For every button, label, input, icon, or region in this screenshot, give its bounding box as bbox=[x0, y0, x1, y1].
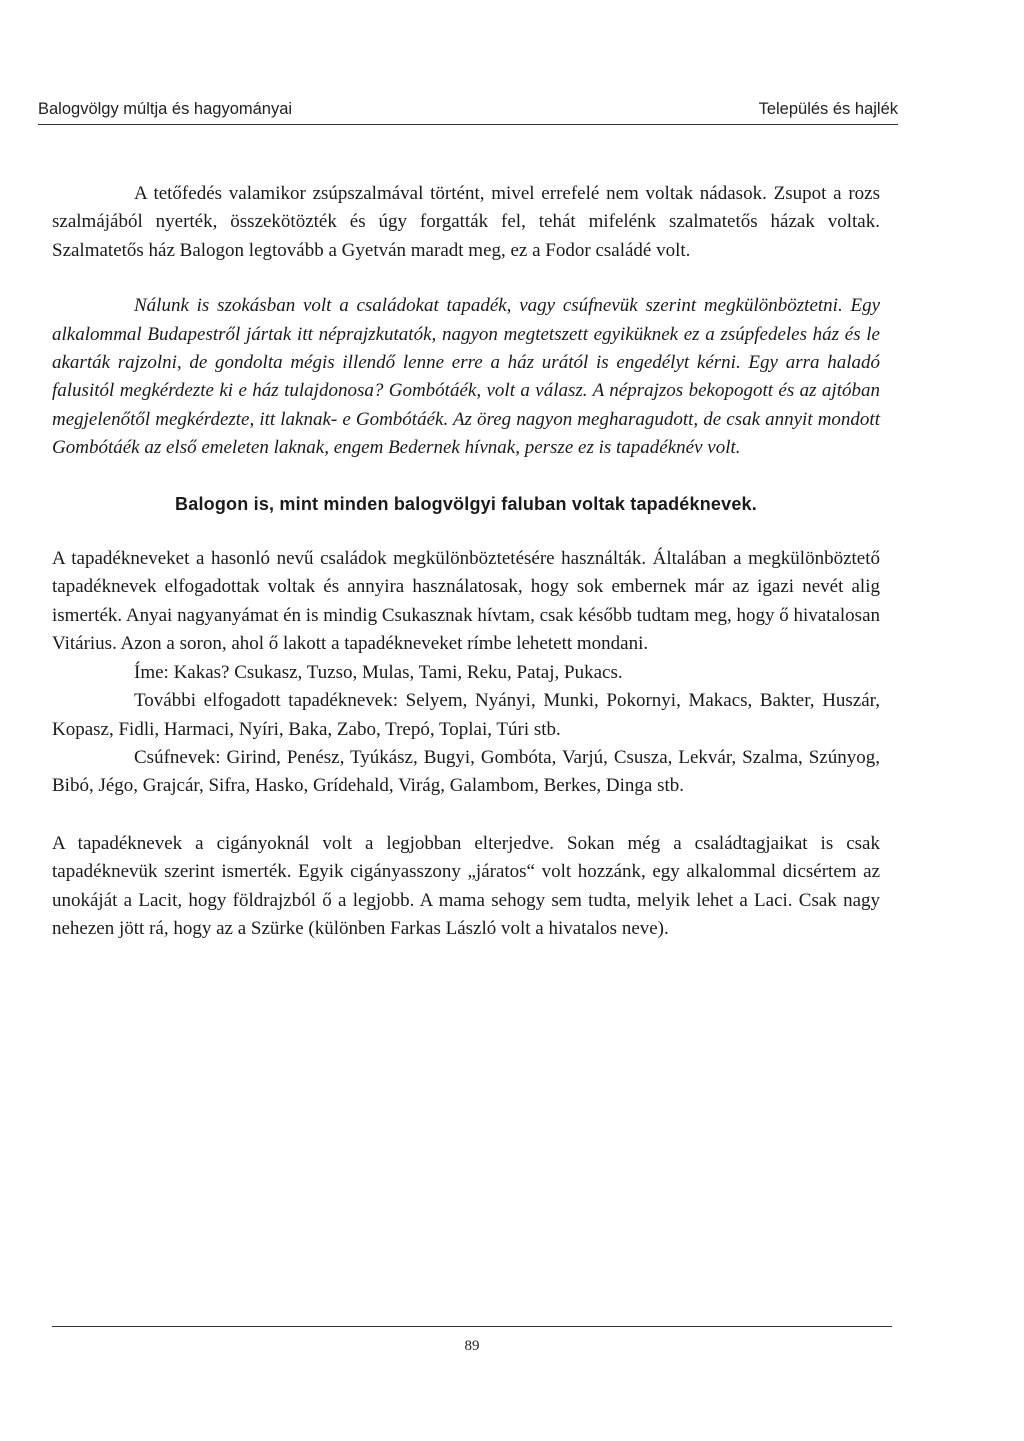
header-chapter-title: Település és hajlék bbox=[758, 100, 898, 118]
paragraph-mocking-names: Csúfnevek: Girind, Penész, Tyúkász, Bugyi, Gombóta, Varjú, Csusza, Lekvár, Szalma, Szúnyog, Bibó, Jégo, Grajcár, Sifra, Hasko, Grídehald, Virág, Galambom, Berkes, Dinga stb. bbox=[52, 746, 880, 797]
header-book-title: Balogvölgy múltja és hagyományai bbox=[38, 100, 293, 118]
paragraph-nicknames-usage: A tapadékneveket a hasonló nevű családok megkülönböztetésére használták. Általában a megkülönböztető tapadéknevek elfogadottak voltak és annyira használatosak, hogy sok embernek már az igazi nevét alig ismerték. Anyai nagyanyámat én is mindig Csukasznak hívtam, csak később tudtam meg, hogy ő hivatalosan Vitárius. Azon a soron, ahol ő lakott a tapadékneveket rímbe lehetett mondani. bbox=[52, 548, 880, 655]
page-body bbox=[52, 180, 880, 943]
paragraph-rhyme-list: Íme: Kakas? Csukasz, Tuzso, Mulas, Tami, Reku, Pataj, Pukacs. bbox=[134, 661, 623, 683]
header-divider bbox=[38, 124, 898, 125]
footer-divider bbox=[52, 1326, 892, 1327]
section-heading: Balogon is, mint minden balogvölgyi faluban voltak tapadéknevek. bbox=[175, 493, 757, 514]
paragraph-roma-nicknames: A tapadéknevek a cigányoknál volt a legjobban elterjedve. Sokan még a családtagjaikat is csak tapadéknevük szerint ismerték. Egyik cigányasszony „járatos“ volt hozzánk, egy alkalommal dicsértem az unokáját a Lacit, hogy földrajzból ő a legjobb. A mama sehogy sem tudta, melyik lehet a Laci. Csak nagy nehezen jött rá, hogy az a Szürke (különben Farkas László volt a hivatalos neve). bbox=[52, 832, 880, 939]
paragraph-roofing: A tetőfedés valamikor zsúpszalmával történt, mivel errefelé nem voltak nádasok. Zsupot a rozs szalmájából nyerték, összekötözték és úgy forgatták fel, tehát mifelénk szalmatetős házak voltak. Szalmatetős ház Balogon legtovább a Gyetván maradt meg, ez a Fodor családé volt. bbox=[52, 183, 880, 261]
paragraph-accepted-nicknames: További elfogadott tapadéknevek: Selyem, Nyányi, Munki, Pokornyi, Makacs, Bakter, Huszár, Kopasz, Fidli, Harmaci, Nyíri, Baka, Zabo, Trepó, Toplai, Túri stb. bbox=[52, 690, 880, 740]
paragraph-ethnographer-anecdote: Nálunk is szokásban volt a családokat tapadék, vagy csúfnevük szerint megkülönböztetni. Egy alkalommal Budapestről jártak itt néprajzkutatók, nagyon megtetszett egyiküknek ez a zsúpfedeles ház és le akarták rajzolni, de gondolta mégis illendő lenne erre a ház urától is engedélyt kérni. Egy arra haladó falusitól megkérdezte ki e ház tulajdonosa? Gombótáék, volt a válasz. A néprajzos bekopogott és az ajtóban megjelenőtől megkérdezte, itt laknak- e Gombótáék. Az öreg nagyon megharagudott, de csak annyit mondott Gombótáék az első emeleten laknak, engem Bedernek hívnak, persze ez is tapadéknév volt. bbox=[52, 295, 880, 459]
page-number: 89 bbox=[464, 1338, 480, 1354]
